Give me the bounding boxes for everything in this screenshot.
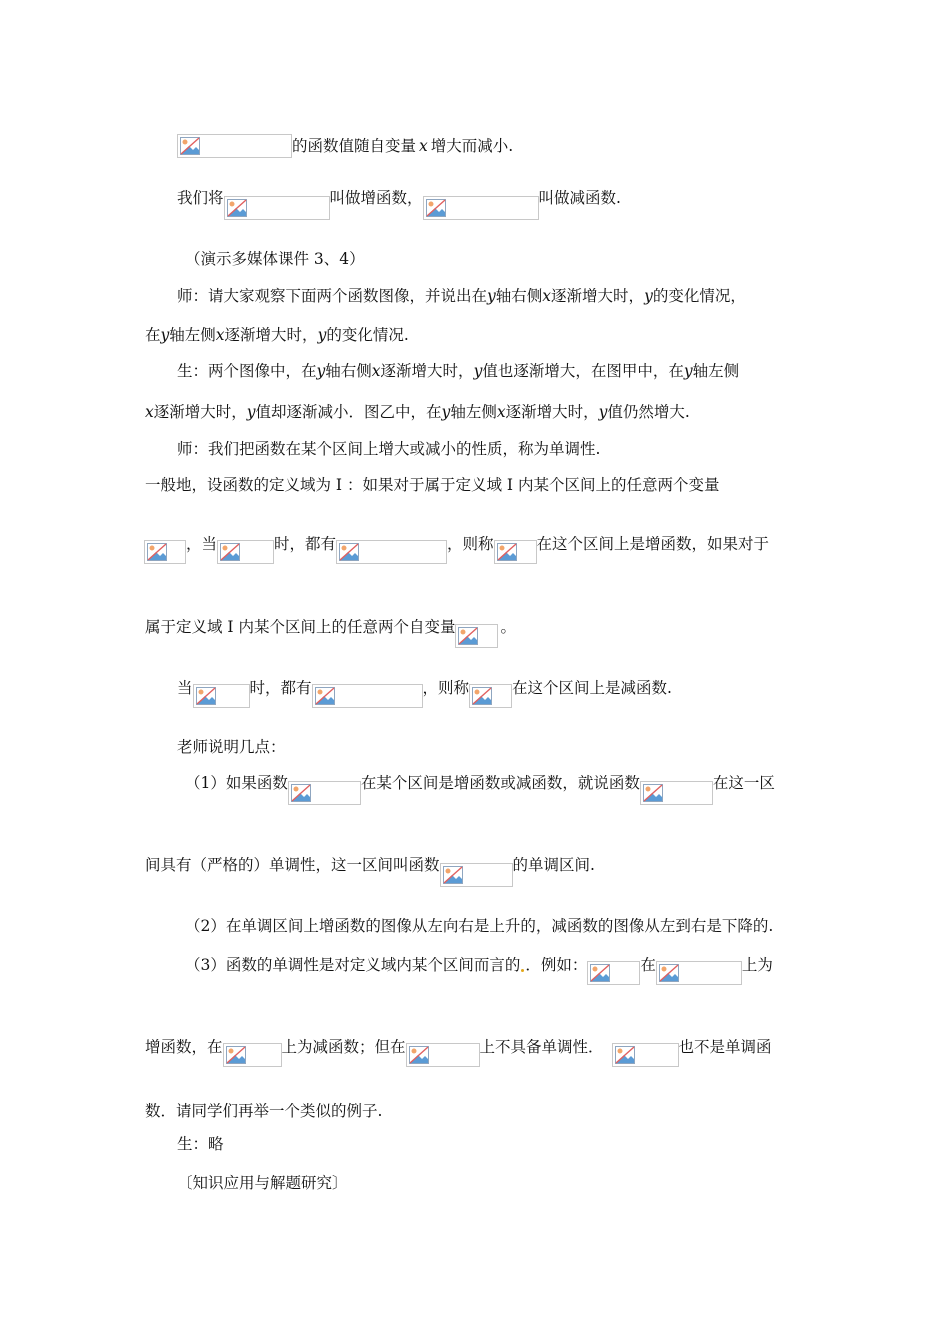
text: 值却逐渐减小．图乙中，在 [255,403,442,421]
formula-image-placeholder [224,196,330,220]
formula-image-placeholder [406,1043,480,1067]
text: ．例如： [525,956,588,974]
text: 时，都有 [249,679,312,697]
text: （3）函数的单调性是对定义域内某个区间而言的 [185,956,521,974]
formula-image-placeholder [423,196,539,220]
formula-image-placeholder [223,1043,282,1067]
var-y: y [246,403,256,421]
broken-image-icon [659,964,679,982]
var-y: y [317,326,327,344]
var-y: y [683,362,693,380]
var-y: y [487,287,496,305]
text: 的变化情况. [326,326,409,344]
text: 轴左侧 [692,362,740,380]
broken-image-icon [227,199,247,217]
text: 轴左侧 [169,326,216,344]
text: 在这个区间上是减函数. [512,679,672,697]
line-7 [145,400,690,424]
text: 时，都有 [274,535,337,553]
var-x: x [371,362,381,380]
text: 的变化情况， [652,287,746,305]
text: 轴左侧 [450,403,497,421]
var-x: x [145,403,154,421]
formula-image-placeholder [455,624,498,648]
text: 在 [145,326,161,344]
text: 我们将 [177,189,224,207]
line-2 [177,186,621,210]
line-8 [177,437,600,461]
line-1 [177,134,513,158]
formula-image-placeholder [336,540,447,564]
broken-image-icon [643,784,663,802]
text: 逐渐增大时， [551,287,645,305]
text: 在这个区间上是增函数，如果对于 [536,535,770,553]
text: 轴右侧 [495,287,543,305]
text: 逐渐增大时， [224,326,318,344]
text: 属于定义域 I 内某个区间上的任意两个自变量 [145,618,456,636]
text: 叫做增函数， [329,189,423,207]
broken-image-icon [220,543,240,561]
text: 逐渐增大时， [153,403,247,421]
text: 在某个区间是增函数或减函数，就说函数 [360,774,640,792]
var-x: x [215,326,225,344]
text: 当 [177,679,193,697]
text: 也不是单调函 [678,1038,772,1056]
line-19 [145,1099,382,1123]
broken-image-icon [339,543,359,561]
text: 生：两个图像中，在 [177,362,317,380]
line-16 [185,914,773,938]
text: 上为减函数；但在 [281,1038,406,1056]
text: 的单调区间. [512,856,595,874]
var-y: y [473,362,483,380]
formula-image-placeholder [469,684,512,708]
line-14 [185,771,775,795]
formula-image-placeholder [494,540,537,564]
text: 数．请同学们再举一个类似的例子. [145,1102,383,1120]
broken-image-icon [196,687,216,705]
marker-dot [521,969,524,972]
var-y: y [160,326,170,344]
broken-image-icon [409,1046,429,1064]
text: 的函数值随自变量 [292,137,417,155]
text: 逐渐增大时， [505,403,599,421]
text: ，则称 [447,535,494,553]
text: 在这一区 [712,774,775,792]
text: ，当 [186,535,218,553]
text: 师：请大家观察下面两个函数图像，并说出在 [177,287,488,305]
broken-image-icon [472,687,492,705]
formula-image-placeholder [144,540,186,564]
text: （1）如果函数 [185,774,288,792]
broken-image-icon [315,687,335,705]
formula-image-placeholder [587,961,640,985]
text: 。 [500,618,516,636]
text: ，则称 [422,679,470,697]
formula-image-placeholder [288,781,361,805]
text: 增函数，在 [145,1038,223,1056]
line-15 [145,853,595,877]
formula-image-placeholder [217,540,274,564]
text: 一般地，设函数的定义域为 I ：如果对于属于定义域 I 内某个区间上的任意两个变量 [145,476,720,494]
text: 上不具备单调性． [479,1038,604,1056]
text: 间具有（严格的）单调性，这一区间叫函数 [145,856,440,874]
var-x: x [419,137,428,155]
line-4 [177,284,746,308]
broken-image-icon [458,627,478,645]
broken-image-icon [226,1046,246,1064]
text: 叫做减函数. [538,189,621,207]
var-y: y [644,287,653,305]
line-21 [177,1171,348,1195]
line-20 [177,1132,224,1156]
var-y: y [441,403,451,421]
broken-image-icon [426,199,446,217]
broken-image-icon [590,964,610,982]
text: 老师说明几点： [177,738,286,756]
var-x: x [542,287,552,305]
line-9 [145,473,719,497]
text: 在 [640,956,656,974]
text: （2）在单调区间上增函数的图像从左向右是上升的，减函数的图像从左到右是下降的. [185,917,774,935]
text: 上为 [741,956,773,974]
line-11 [145,615,516,639]
formula-image-placeholder [177,134,292,158]
text: 值也逐渐增大，在图甲中，在 [482,362,684,380]
text: 值仍然增大. [607,403,690,421]
text: 逐渐增大时， [380,362,474,380]
broken-image-icon [615,1046,635,1064]
text: （演示多媒体课件 3、4） [185,250,365,268]
line-10 [144,532,769,556]
var-x: x [496,403,506,421]
broken-image-icon [497,543,517,561]
broken-image-icon [147,543,167,561]
line-17 [185,953,773,977]
text: 师：我们把函数在某个区间上增大或减小的性质，称为单调性. [177,440,601,458]
line-5 [145,323,409,347]
text: 增大而减小. [430,137,514,155]
line-3 [185,247,365,271]
broken-image-icon [443,866,463,884]
line-6 [177,359,739,383]
text: 〔知识应用与解题研究〕 [177,1174,348,1192]
formula-image-placeholder [656,961,742,985]
broken-image-icon [180,137,200,155]
line-18 [145,1035,772,1059]
text: 轴右侧 [325,362,372,380]
var-y: y [316,362,326,380]
formula-image-placeholder [193,684,250,708]
formula-image-placeholder [312,684,423,708]
formula-image-placeholder [440,863,513,887]
line-12 [177,676,672,700]
line-13 [177,735,286,759]
formula-image-placeholder [612,1043,679,1067]
formula-image-placeholder [640,781,713,805]
var-y: y [598,403,608,421]
text: 生：略 [177,1135,224,1153]
broken-image-icon [291,784,311,802]
